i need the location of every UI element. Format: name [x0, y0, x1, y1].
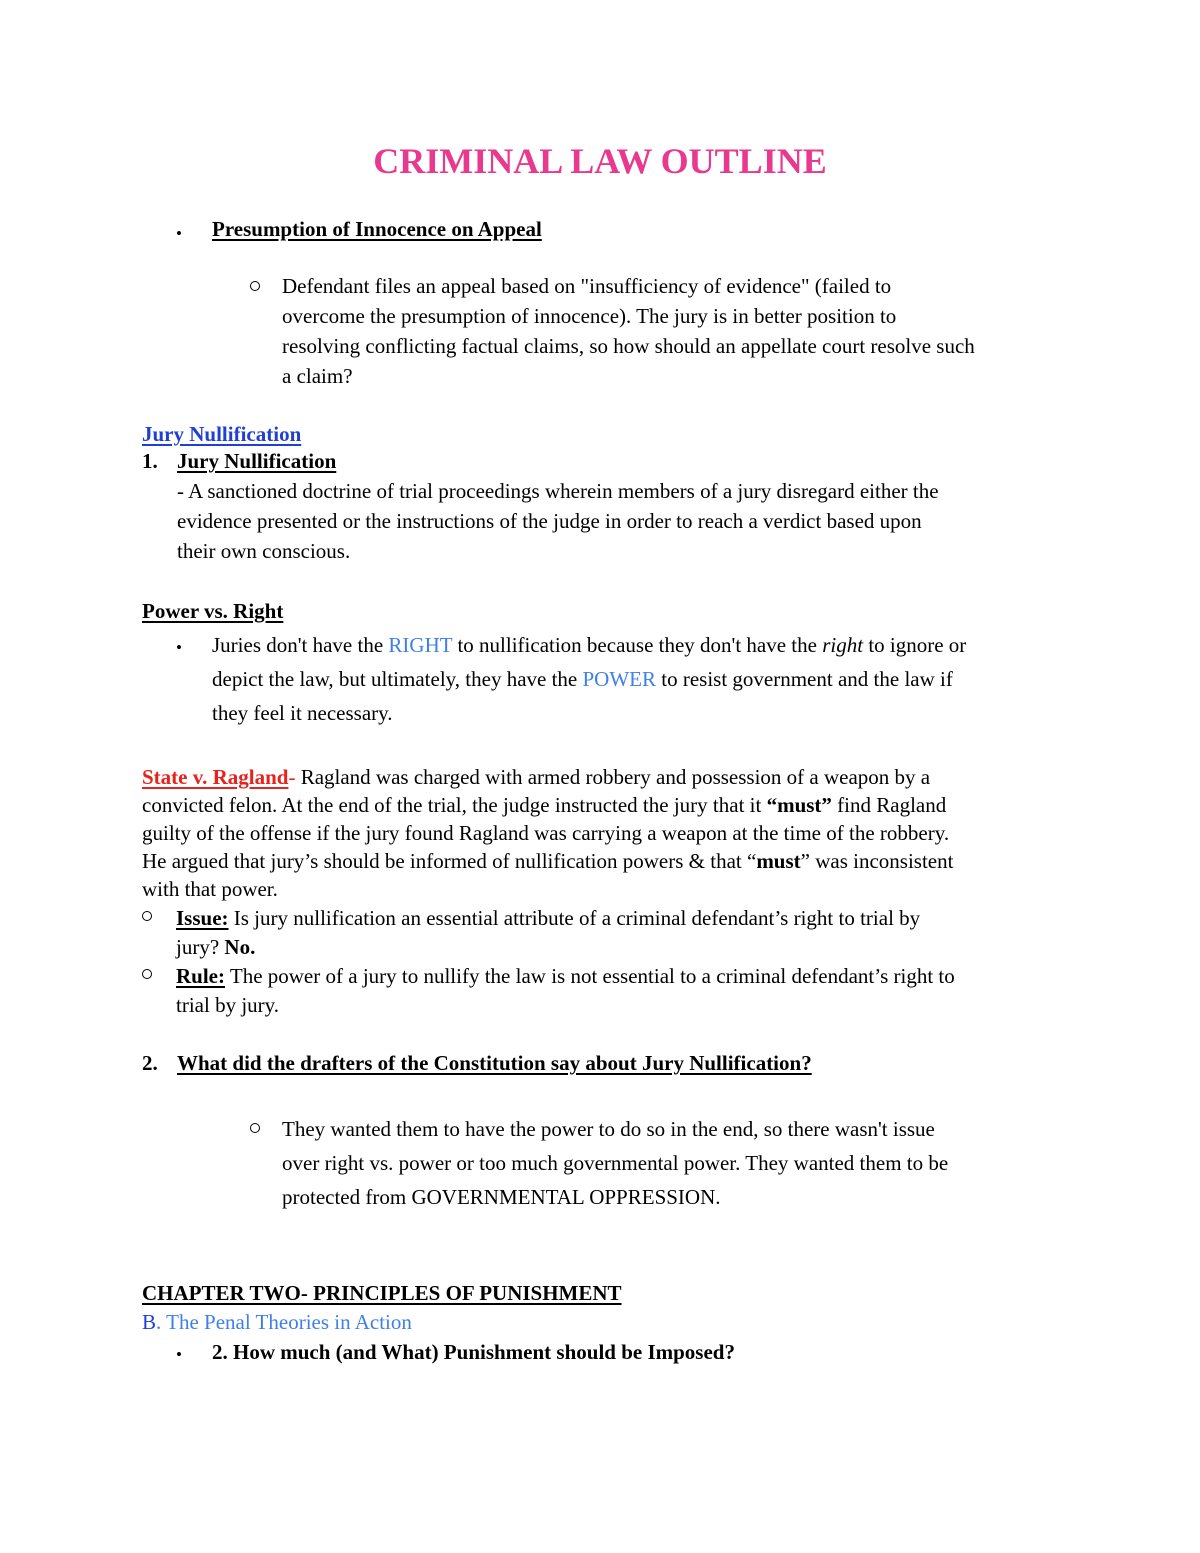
power-right-line-3: they feel it necessary.: [212, 701, 393, 725]
jury-nullification-definition: [177, 476, 939, 566]
presumption-heading: Presumption of Innocence on Appeal: [212, 217, 542, 241]
punishment-question: 2. How much (and What) Punishment should be Imposed?: [212, 1340, 735, 1364]
issue-label: Issue:: [176, 906, 229, 930]
bullet-icon: •: [176, 638, 182, 657]
presumption-line: overcome the presumption of innocence). The jury is in better position to: [282, 304, 897, 328]
presumption-text: [282, 271, 975, 391]
power-vs-right-text: [212, 628, 966, 730]
drafters-text: [282, 1112, 948, 1214]
item-number-2: 2.: [142, 1051, 158, 1075]
right-keyword: RIGHT: [388, 633, 453, 657]
ragland-case-link[interactable]: State v. Ragland: [142, 765, 289, 789]
issue-answer: No.: [224, 935, 256, 959]
power-right-line-1: Juries don't have the RIGHT to nullification because they don't have the right to ignore or: [212, 633, 967, 657]
circle-bullet-icon: [250, 1123, 260, 1133]
circle-bullet-icon: [250, 281, 260, 291]
drafters-line: They wanted them to have the power to do so in the end, so there wasn't issue: [282, 1117, 935, 1141]
drafters-line: over right vs. power or too much governmental power. They wanted them to be: [282, 1151, 949, 1175]
presumption-line: resolving conflicting factual claims, so how should an appellate court resolve such: [282, 334, 975, 358]
definition-line: - A sanctioned doctrine of trial proceedings wherein members of a jury disregard either the: [177, 479, 939, 503]
chapter-subheading: B. The Penal Theories in Action: [142, 1310, 412, 1334]
definition-line: their own conscious.: [177, 539, 351, 563]
bullet-icon: •: [176, 1345, 182, 1364]
presumption-line: a claim?: [282, 364, 353, 388]
ragland-issue: Issue: Is jury nullification an essential attribute of a criminal defendant’s right to trial by jury? No.: [176, 906, 921, 959]
chapter-heading: CHAPTER TWO- PRINCIPLES OF PUNISHMENT: [142, 1281, 622, 1305]
jury-nullification-item-heading: Jury Nullification: [177, 449, 337, 473]
power-right-line-2: depict the law, but ultimately, they have the POWER to resist government and the law if: [212, 667, 953, 691]
power-keyword: POWER: [582, 667, 656, 691]
presumption-line: Defendant files an appeal based on "insufficiency of evidence" (failed to: [282, 274, 892, 298]
ragland-case: State v. Ragland- Ragland was charged with armed robbery and possession of a weapon by a convicted felon. At the end of the trial, the judge instructed the jury that it “must” find Ragland guilty of the offense if the jury found Ragland was carrying a weapon at the time of the robbery. He argued that jury’s should be informed of nullification powers & that “must” was inconsistent with that power.: [142, 765, 954, 901]
rule-label: Rule:: [176, 964, 225, 988]
circle-bullet-icon: [142, 969, 152, 979]
power-vs-right-heading: Power vs. Right: [142, 599, 284, 623]
ragland-rule: Rule: The power of a jury to nullify the law is not essential to a criminal defendant’s right to trial by jury.: [176, 964, 955, 1017]
jury-nullification-link[interactable]: Jury Nullification: [142, 422, 302, 446]
circle-bullet-icon: [142, 911, 152, 921]
item-number-1: 1.: [142, 449, 158, 473]
drafters-heading: What did the drafters of the Constitution say about Jury Nullification?: [177, 1051, 812, 1075]
definition-line: evidence presented or the instructions of the judge in order to reach a verdict based upon: [177, 509, 922, 533]
document-title: CRIMINAL LAW OUTLINE: [373, 141, 827, 181]
bullet-icon: •: [176, 224, 182, 243]
drafters-line: protected from GOVERNMENTAL OPPRESSION.: [282, 1185, 721, 1209]
